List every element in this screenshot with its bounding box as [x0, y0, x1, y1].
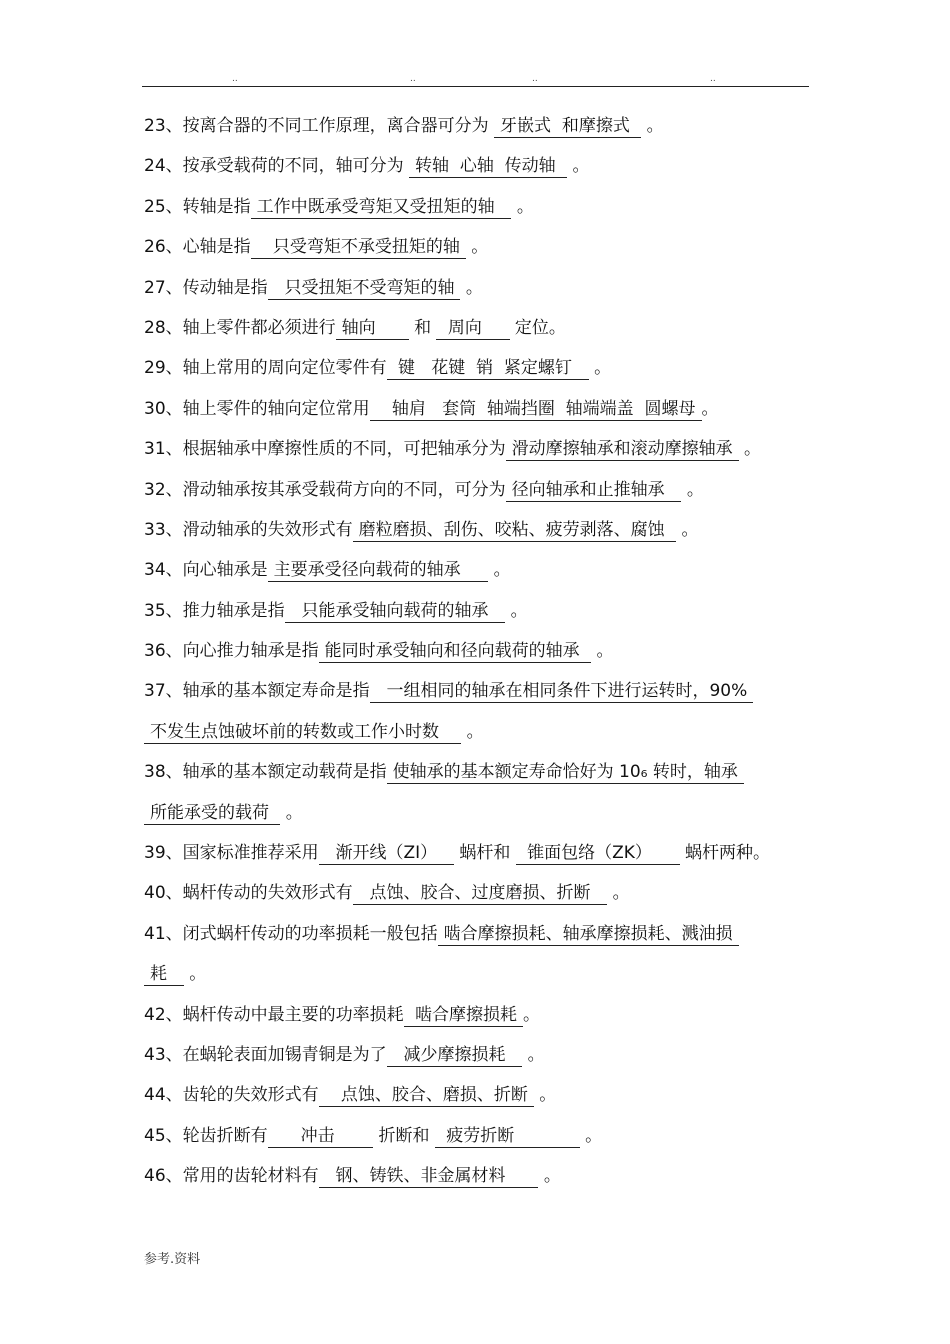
question-text: 蜗杆和 — [453, 843, 516, 864]
question-text: 。 — [533, 1085, 557, 1106]
question-text: 23、按离合器的不同工作原理，离合器可分为 — [144, 116, 495, 136]
question-text: 33、滑动轴承的失效形式有 — [144, 519, 353, 540]
header-dots: .. — [410, 74, 416, 84]
answer-blank: 周向 — [436, 317, 509, 340]
answer-blank: 啮合摩擦损耗 — [404, 1004, 523, 1027]
question-text: 。 — [591, 641, 614, 662]
question-line — [144, 914, 812, 954]
question-line — [144, 1116, 812, 1156]
question-line — [144, 227, 812, 267]
question-text: 。 — [461, 721, 484, 742]
question-text: 。 — [465, 237, 489, 258]
question-line — [144, 671, 812, 711]
answer-blank: 冲击 — [268, 1125, 373, 1148]
question-line — [144, 106, 812, 146]
question-line — [144, 146, 812, 186]
answer-blank: 不发生点蚀破坏前的转数或工作小时数 — [144, 721, 461, 744]
question-line — [144, 470, 812, 510]
question-text: 和 — [408, 317, 437, 338]
answer-blank: 牙嵌式 和摩擦式 — [494, 115, 641, 138]
header-rule — [142, 86, 809, 87]
answer-blank: 钢、铸铁、非金属材料 — [319, 1165, 539, 1188]
question-line — [144, 1156, 812, 1196]
answer-blank: 工作中既承受弯矩又受扭矩的轴 — [251, 196, 512, 219]
question-text: 38、轴承的基本额定动载荷是指 — [144, 762, 387, 783]
header-dots: .. — [232, 74, 238, 84]
question-line — [144, 833, 812, 873]
question-text: 。 — [488, 560, 511, 581]
question-line — [144, 389, 812, 429]
answer-blank: 只受扭矩不受弯矩的轴 — [268, 277, 461, 300]
question-text: 定位。 — [509, 317, 566, 338]
question-text: 。 — [523, 1004, 541, 1025]
question-text: 30、轴上零件的轴向定位常用 — [144, 398, 370, 419]
answer-blank: 点蚀、胶合、过度磨损、折断 — [353, 882, 608, 905]
question-text: 25、转轴是指 — [144, 196, 251, 217]
question-text: 。 — [641, 116, 664, 136]
question-text: 44、齿轮的失效形式有 — [144, 1085, 319, 1106]
question-line — [144, 308, 812, 348]
question-text: 。 — [588, 358, 612, 379]
answer-blank: 点蚀、胶合、磨损、折断 — [319, 1084, 534, 1107]
question-line — [144, 591, 812, 631]
question-text: 45、轮齿折断有 — [144, 1125, 268, 1146]
question-text: 29、轴上常用的周向定位零件有 — [144, 358, 387, 379]
question-text: 。 — [505, 600, 528, 621]
page-footer: 参考.资料 — [144, 1252, 201, 1267]
answer-blank: 只受弯矩不承受扭矩的轴 — [251, 236, 466, 259]
question-line — [144, 1035, 812, 1075]
question-text: 31、根据轴承中摩擦性质的不同，可把轴承分为 — [144, 439, 506, 460]
question-continuation-line — [144, 954, 812, 994]
question-text: 35、推力轴承是指 — [144, 600, 285, 621]
question-text: 27、传动轴是指 — [144, 277, 268, 298]
answer-blank: 减少摩擦损耗 — [387, 1044, 523, 1067]
answer-blank: 只能承受轴向载荷的轴承 — [285, 600, 506, 623]
answer-blank: 锥面包络（ZK） — [516, 842, 680, 865]
question-continuation-line — [144, 712, 812, 752]
answer-blank: 耗 — [144, 963, 184, 986]
question-text: 34、向心轴承是 — [144, 560, 268, 581]
question-line — [144, 631, 812, 671]
question-text: 。 — [676, 519, 699, 540]
question-text: 。 — [701, 398, 719, 419]
answer-blank: 转轴 心轴 传动轴 — [409, 155, 567, 178]
answer-blank: 能同时承受轴向和径向载荷的轴承 — [319, 640, 591, 663]
answer-blank: 使轴承的基本额定寿命恰好为 10₆ 转时，轴承 — [387, 761, 744, 784]
question-line — [144, 995, 812, 1035]
question-continuation-line — [144, 793, 812, 833]
question-text: 43、在蜗轮表面加锡青铜是为了 — [144, 1044, 387, 1065]
answer-blank: 所能承受的载荷 — [144, 802, 280, 825]
question-text: 37、轴承的基本额定寿命是指 — [144, 681, 370, 702]
answer-blank: 键 花键 销 紧定螺钉 — [387, 357, 589, 380]
question-text: 40、蜗杆传动的失效形式有 — [144, 883, 353, 904]
answer-blank: 磨粒磨损、刮伤、咬粘、疲劳剥落、腐蚀 — [353, 519, 676, 542]
question-text: 。 — [607, 883, 630, 904]
answer-blank: 渐开线（ZI） — [319, 842, 454, 865]
question-line — [144, 752, 812, 792]
header-dots: .. — [532, 74, 538, 84]
question-text: 折断和 — [373, 1125, 435, 1146]
question-text: 36、向心推力轴承是指 — [144, 641, 319, 662]
question-text: 。 — [280, 802, 303, 823]
question-text: 26、心轴是指 — [144, 237, 251, 258]
answer-blank: 啮合摩擦损耗、轴承摩擦损耗、溅油损 — [438, 923, 739, 946]
question-text: 32、滑动轴承按其承受载荷方向的不同，可分为 — [144, 479, 506, 500]
question-line — [144, 1075, 812, 1115]
question-text: 。 — [567, 156, 590, 177]
question-text: 。 — [183, 964, 207, 985]
answer-blank: 轴肩 套筒 轴端挡圈 轴端端盖 圆螺母 — [370, 398, 702, 421]
question-text: 24、按承受载荷的不同，轴可分为 — [144, 156, 410, 177]
question-line — [144, 429, 812, 469]
question-text: 。 — [522, 1044, 545, 1065]
answer-blank: 主要承受径向载荷的轴承 — [268, 559, 489, 582]
question-line — [144, 348, 812, 388]
question-text: 39、国家标准推荐采用 — [144, 843, 319, 864]
question-text: 46、常用的齿轮材料有 — [144, 1166, 319, 1187]
answer-blank: 轴向 — [336, 317, 409, 340]
question-text: 蜗杆两种。 — [679, 843, 770, 864]
header-dots: .. — [710, 74, 716, 84]
question-text: 42、蜗杆传动中最主要的功率损耗 — [144, 1004, 404, 1025]
question-line — [144, 873, 812, 913]
answer-blank: 滑动摩擦轴承和滚动摩擦轴承 — [506, 438, 739, 461]
question-line — [144, 550, 812, 590]
question-line — [144, 187, 812, 227]
question-text: 。 — [738, 439, 762, 460]
question-list — [144, 106, 812, 1197]
question-text: 。 — [538, 1166, 561, 1187]
question-text: 。 — [681, 479, 704, 500]
question-text: 28、轴上零件都必须进行 — [144, 317, 336, 338]
question-text: 41、闭式蜗杆传动的功率损耗一般包括 — [144, 923, 438, 944]
question-text: 。 — [460, 277, 483, 298]
answer-blank: 径向轴承和止推轴承 — [506, 479, 682, 502]
question-line — [144, 268, 812, 308]
question-text: 。 — [511, 196, 534, 217]
answer-blank: 疲劳折断 — [435, 1125, 580, 1148]
question-line — [144, 510, 812, 550]
question-text: 。 — [579, 1125, 603, 1146]
answer-blank: 一组相同的轴承在相同条件下进行运转时，90% — [370, 680, 754, 703]
